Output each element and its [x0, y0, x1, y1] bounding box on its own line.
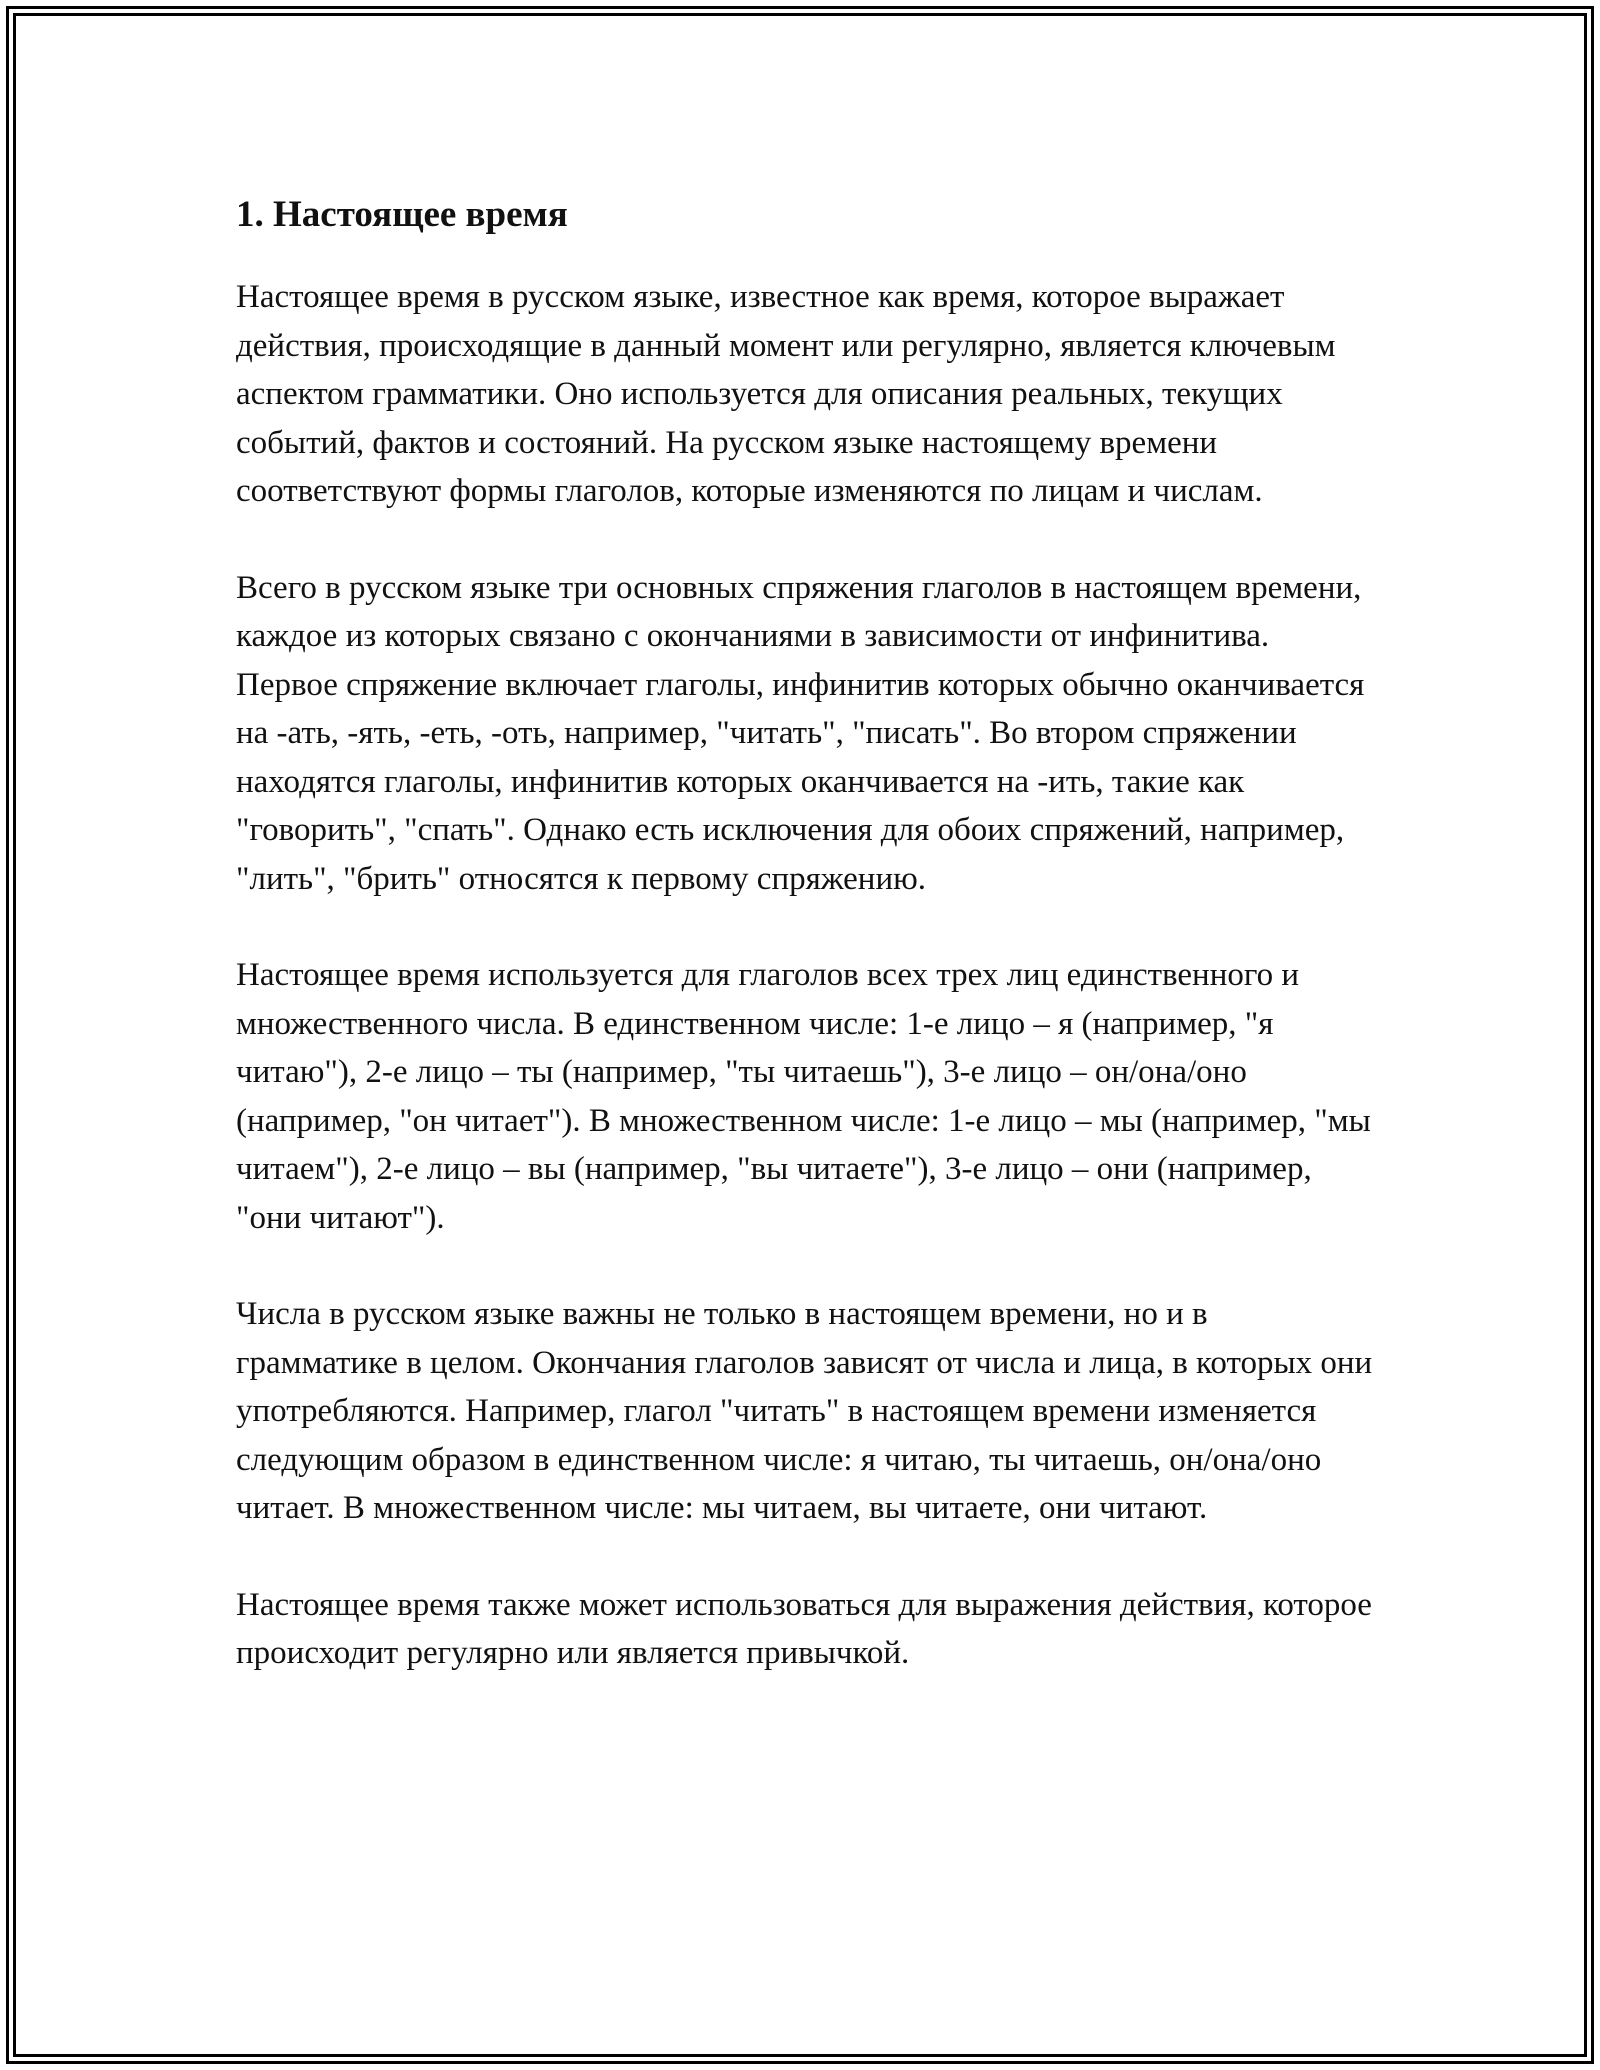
paragraph-1: Настоящее время в русском языке, известное как время, которое выражает действия, происходящие в данный момент или регулярно, является ключевым аспектом грамматики. Оно используется для описания реальных, текущих событий, фактов и состояний. На русском языке настоящему времени соответствуют формы глаголов, которые изменяются по лицам и числам. — [236, 279, 1336, 509]
paragraph-3: Настоящее время используется для глаголов всех трех лиц единственного и множественного числа. В единственном числе: 1-е лицо – я (например, "я читаю"), 2-е лицо – ты (например, "ты читаешь"), 3-е лицо – он/она/оно (например, "он читает"). В множественном числе: 1-е лицо – мы (например, "мы читаем"), 2-е лицо – вы (например, "вы читаете"), 3-е лицо – они (например, "они читают"). — [236, 957, 1371, 1236]
paragraph-5: Настоящее время также может использоваться для выражения действия, которое происходит регулярно или является привычкой. — [236, 1586, 1372, 1671]
paragraph-4: Числа в русском языке важны не только в настоящем времени, но и в грамматике в целом. Окончания глаголов зависят от числа и лица, в которых они употребляются. Например, глагол "читать" в настоящем времени изменяется следующим образом в единственном числе: я читаю, ты читаешь, он/она/оно читает. В множественном числе: мы читаем, вы читаете, они читают. — [236, 1296, 1373, 1526]
section-heading: 1. Настоящее время — [236, 194, 568, 235]
paragraph-2: Всего в русском языке три основных спряжения глаголов в настоящем времени, каждое из которых связано с окончаниями в зависимости от инфинитива. Первое спряжение включает глаголы, инфинитив которых обычно оканчивается на -ать, -ять, -еть, -оть, например, "читать", "писать". Во втором спряжении находятся глаголы, инфинитив которых оканчивается на -ить, такие как "говорить", "спать". Однако есть исключения для обоих спряжений, например, "лить", "брить" относятся к первому спряжению. — [236, 569, 1365, 897]
document-body — [236, 183, 1376, 1726]
